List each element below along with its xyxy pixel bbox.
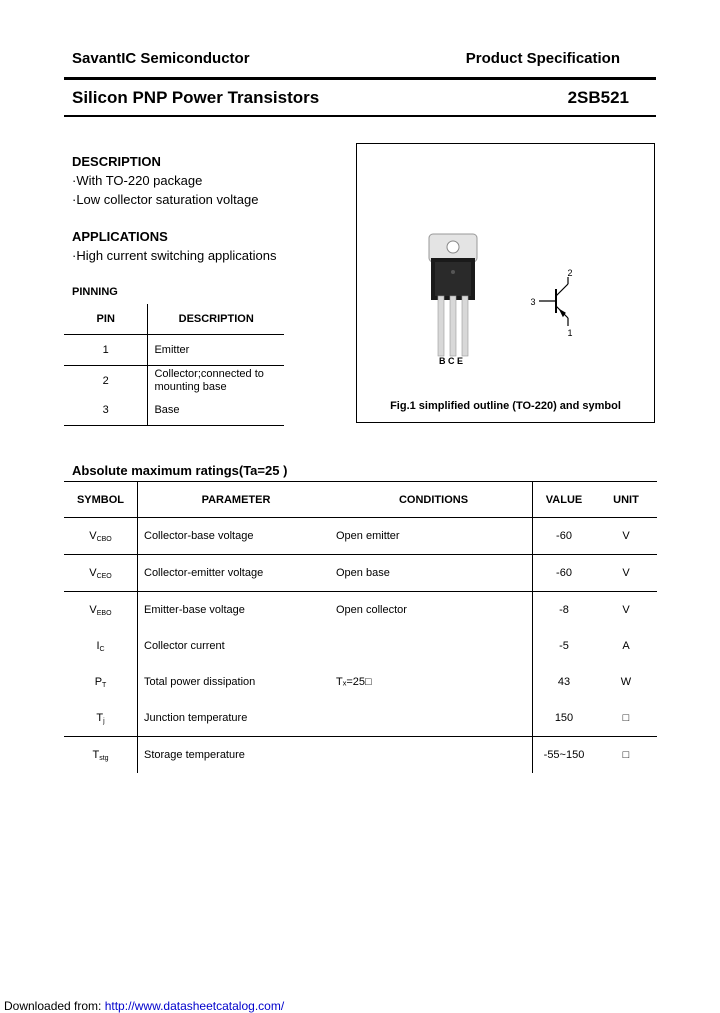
table-row [64, 628, 657, 664]
symbol-letter: V [89, 603, 97, 616]
package-and-symbol-figure [357, 144, 654, 422]
footer-label: Downloaded from: [4, 999, 105, 1013]
ratings-table-wrapper [64, 481, 656, 773]
symbol-subscript: EBO [96, 609, 112, 617]
condition-cell: Open emitter [336, 530, 400, 542]
symbol-letter: P [94, 675, 103, 688]
value-column-header: VALUE [533, 482, 596, 518]
header-rule [64, 77, 656, 80]
footer [4, 999, 284, 1013]
parameter-cell: Collector-emitter voltage [138, 555, 336, 592]
symbol-subscript: CBO [96, 535, 112, 543]
figure-box [356, 143, 655, 423]
symbol-cell [64, 518, 138, 555]
symbol-cell [64, 700, 138, 737]
value-cell: -55~150 [533, 737, 596, 774]
unit-cell: V [622, 530, 630, 542]
description-item: ·With TO-220 package [72, 173, 203, 188]
symbol-subscript: CEO [96, 572, 112, 580]
symbol-cell [64, 737, 138, 774]
value-cell: 150 [533, 700, 596, 737]
pinning-table [64, 304, 284, 426]
symbol-letter: T [96, 711, 104, 724]
description-heading: DESCRIPTION [72, 154, 161, 169]
pnp-transistor-symbol-icon [539, 277, 568, 326]
unit-cell: A [622, 640, 630, 652]
footer-link[interactable]: http://www.datasheetcatalog.com/ [104, 999, 285, 1013]
symbol-cell [64, 664, 138, 700]
parameter-column-header: PARAMETER [138, 482, 336, 518]
conditions-column-header: CONDITIONS [335, 482, 533, 518]
symbol-subscript: T [102, 681, 107, 689]
pin-number: 1 [64, 335, 148, 366]
table-row [64, 737, 657, 774]
parameter-cell: Total power dissipation [144, 676, 256, 688]
symbol-letter: I [96, 639, 100, 652]
condition-cell [335, 737, 533, 774]
ratings-table [64, 481, 657, 773]
symbol-emitter-pin: 1 [567, 328, 573, 338]
pin-description: Collector;connected to mounting base [148, 366, 284, 396]
condition-cell [335, 628, 533, 664]
value-cell: -60 [533, 518, 596, 555]
symbol-subscript: j [103, 717, 105, 725]
symbol-collector-pin: 2 [567, 268, 573, 278]
pin-number: 3 [64, 396, 148, 426]
value-cell: -5 [533, 628, 596, 664]
figure-caption: Fig.1 simplified outline (TO-220) and symbol [390, 400, 621, 412]
symbol-column-header: SYMBOL [64, 482, 138, 518]
unit-column-header: UNIT [595, 482, 657, 518]
table-row [64, 366, 284, 396]
symbol-letter: V [89, 566, 97, 579]
table-row [64, 518, 657, 555]
pin-description: Base [148, 396, 284, 426]
parameter-cell: Emitter-base voltage [138, 592, 336, 629]
applications-item: ·High current switching applications [72, 248, 277, 263]
description-item: ·Low collector saturation voltage [72, 192, 259, 207]
title-rule [64, 115, 656, 117]
condition-cell: Open collector [335, 592, 533, 629]
symbol-subscript: C [99, 645, 105, 653]
symbol-cell [64, 592, 138, 629]
value-cell: -8 [533, 592, 596, 629]
value-cell: -60 [533, 555, 596, 592]
applications-heading: APPLICATIONS [72, 229, 168, 244]
package-lead-labels: B C E [438, 356, 464, 366]
pin-column-header: PIN [64, 304, 148, 335]
part-number: 2SB521 [567, 88, 629, 107]
pin-number: 2 [64, 366, 148, 396]
document-type: Product Specification [465, 50, 620, 67]
product-title: Silicon PNP Power Transistors [72, 88, 320, 107]
table-row [64, 555, 657, 592]
unit-cell: □ [595, 737, 657, 774]
parameter-cell: Storage temperature [138, 737, 336, 774]
unit-cell: V [595, 555, 657, 592]
table-row [64, 700, 657, 737]
description-column-header: DESCRIPTION [148, 304, 284, 335]
symbol-cell [64, 628, 138, 664]
table-row [64, 335, 284, 366]
symbol-cell [64, 555, 138, 592]
parameter-cell: Collector current [144, 640, 225, 652]
table-row [64, 396, 284, 426]
to220-package-icon [429, 234, 477, 366]
condition-cell: Tₓ=25□ [336, 676, 372, 688]
symbol-letter: V [89, 529, 97, 542]
value-cell: 43 [533, 664, 596, 700]
condition-cell [335, 700, 533, 737]
symbol-subscript: stg [99, 754, 109, 762]
table-row [64, 664, 657, 700]
condition-cell: Open base [335, 555, 533, 592]
table-row [64, 592, 657, 629]
symbol-letter: T [92, 748, 100, 761]
unit-cell: □ [622, 712, 630, 724]
pin-description: Emitter [154, 344, 190, 356]
company-name: SavantIC Semiconductor [72, 50, 250, 67]
unit-cell: V [595, 592, 657, 629]
ratings-title: Absolute maximum ratings(Ta=25 ) [72, 463, 288, 478]
parameter-cell: Collector-base voltage [144, 530, 254, 542]
unit-cell: W [620, 676, 632, 688]
parameter-cell: Junction temperature [144, 712, 248, 724]
symbol-base-pin: 3 [530, 297, 536, 307]
pinning-heading: PINNING [72, 286, 118, 298]
